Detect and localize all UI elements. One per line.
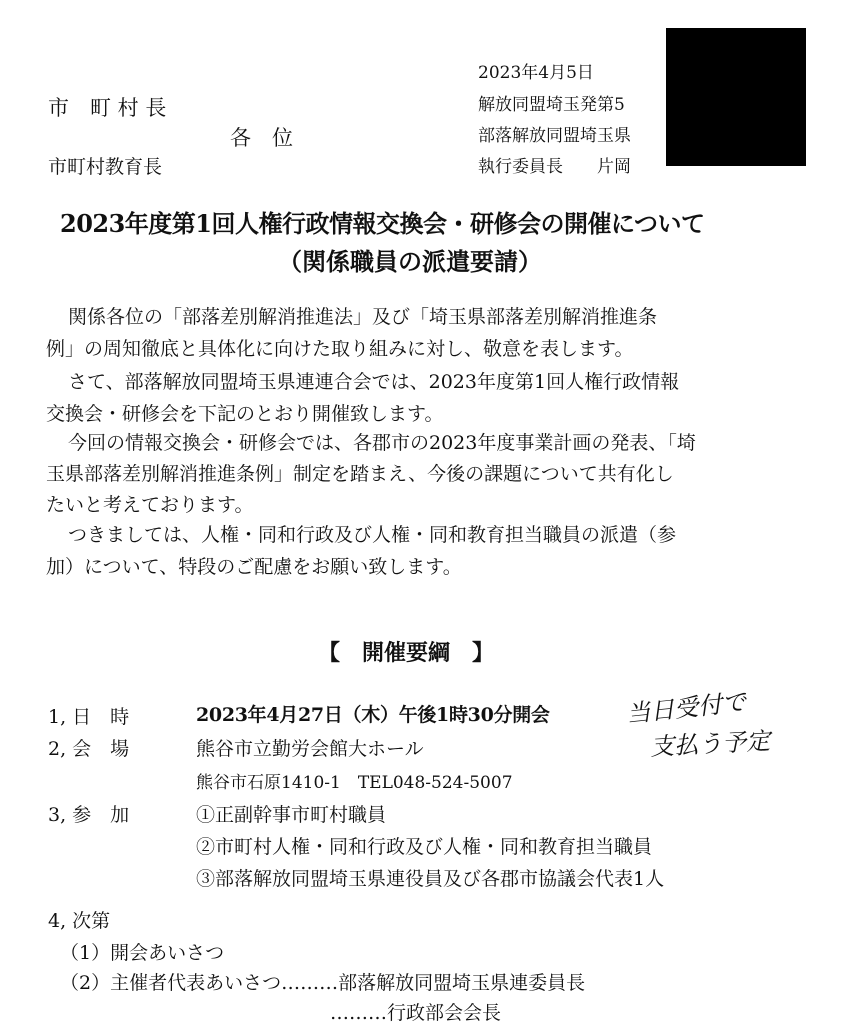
redaction-block — [666, 28, 806, 166]
addressee-education-chiefs: 市町村教育長 — [48, 156, 163, 178]
document-number: 解放同盟埼玉発第5 — [478, 95, 625, 115]
body-line: つきましては、人権・同和行政及び人権・同和教育担当職員の派遣（参 — [68, 524, 677, 546]
agenda-item: （1）開会あいさつ — [60, 942, 225, 964]
sender-title: 執行委員長 片岡 — [478, 157, 631, 177]
sender-organization: 部落解放同盟埼玉県 — [478, 126, 631, 146]
addressee-mayors: 市 町 村 長 — [48, 96, 167, 120]
body-line: 例」の周知徹底と具体化に向けた取り組みに対し、敬意を表します。 — [46, 338, 634, 360]
body-line: 交換会・研修会を下記のとおり開催致します。 — [46, 403, 444, 425]
participants-label: 3, 参 加 — [48, 804, 130, 826]
date-label: 1, 日 時 — [48, 706, 130, 728]
document-date: 2023年4月5日 — [478, 63, 594, 83]
addressee-honorific: 各 位 — [230, 126, 293, 150]
section-heading: 【 開催要綱 】 — [318, 640, 495, 666]
body-line: 玉県部落差別解消推進条例」制定を踏まえ、今後の課題について共有化し — [46, 463, 674, 485]
agenda-item: ………行政部会会長 — [330, 1002, 502, 1024]
venue-label: 2, 会 場 — [48, 738, 130, 760]
body-line: 関係各位の「部落差別解消推進法」及び「埼玉県部落差別解消推進条 — [68, 306, 658, 328]
agenda-label: 4, 次第 — [48, 910, 111, 932]
body-line: 加）について、特段のご配慮をお願い致します。 — [46, 556, 462, 578]
body-line: さて、部落解放同盟埼玉県連連合会では、2023年度第1回人権行政情報 — [68, 371, 680, 393]
document-subtitle: （関係職員の派遣要請） — [278, 247, 542, 276]
document-title: 2023年度第1回人権行政情報交換会・研修会の開催について — [60, 209, 705, 238]
participant-item: ③部落解放同盟埼玉県連役員及び各郡市協議会代表1人 — [196, 868, 665, 890]
body-line: 今回の情報交換会・研修会では、各郡市の2023年度事業計画の発表、「埼 — [68, 432, 696, 454]
venue-address: 熊谷市石原1410-1 TEL048-524-5007 — [196, 773, 513, 793]
participant-item: ②市町村人権・同和行政及び人権・同和教育担当職員 — [196, 836, 653, 858]
body-line: たいと考えております。 — [46, 494, 254, 516]
participant-item: ①正副幹事市町村職員 — [196, 804, 387, 826]
date-value: 2023年4月27日（木）午後1時30分開会 — [196, 704, 550, 726]
handwritten-note-line2: 支払う予定 — [649, 726, 771, 762]
agenda-item: （2）主催者代表あいさつ………部落解放同盟埼玉県連委員長 — [60, 972, 586, 994]
handwritten-note-line1: 当日受付で — [625, 687, 748, 729]
venue-name: 熊谷市立勤労会館大ホール — [196, 738, 424, 760]
